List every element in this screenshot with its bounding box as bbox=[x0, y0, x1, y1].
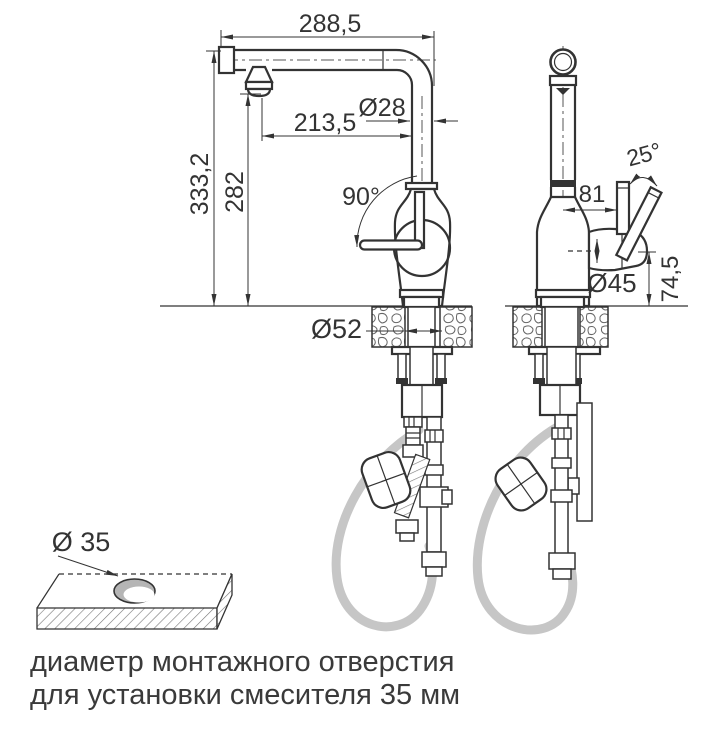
mounting-shank bbox=[408, 307, 435, 347]
caption-line-2: для установки смесителя 35 мм bbox=[30, 679, 461, 711]
spout-end-cap bbox=[219, 47, 234, 73]
faucet-side-view bbox=[477, 46, 688, 630]
dim-aerator-height-label: 282 bbox=[221, 171, 249, 213]
mounting-bar bbox=[577, 403, 592, 521]
handle-lever-front bbox=[360, 241, 422, 250]
hose-nut bbox=[396, 520, 418, 533]
aerator bbox=[246, 67, 272, 96]
hole-leader-line bbox=[58, 556, 118, 576]
handle-lever-vertical bbox=[617, 182, 629, 234]
caption bbox=[30, 646, 460, 711]
dim-total-height-label: 333,2 bbox=[186, 152, 214, 216]
caption-line-1: диаметр монтажного отверстия bbox=[30, 646, 455, 678]
countertop-front-edge bbox=[37, 608, 217, 629]
under-counter-assembly-side bbox=[477, 347, 600, 630]
dim-swivel-angle-label: 90° bbox=[342, 183, 380, 211]
mounting-stud bbox=[437, 354, 445, 380]
mounting-hole-diagram bbox=[37, 527, 232, 629]
aerator-tip-side bbox=[556, 88, 570, 95]
faucet-front-view bbox=[160, 10, 472, 627]
mounting-stud bbox=[398, 354, 406, 380]
dim-hole-diameter-label: Ø 35 bbox=[51, 527, 111, 557]
dim-body-diameter-label: Ø45 bbox=[587, 268, 637, 298]
mounting-shank-side bbox=[545, 307, 578, 347]
shutoff-knob-side bbox=[491, 453, 551, 515]
dim-handle-angle-label: 25° bbox=[623, 137, 665, 172]
dim-base-diameter-label: Ø52 bbox=[311, 314, 363, 344]
dim-handle-clearance-label: 74,5 bbox=[657, 255, 684, 303]
handle-angle-arc bbox=[630, 177, 657, 186]
spout-joint-band bbox=[550, 180, 576, 187]
dim-handle-offset-label: 81 bbox=[578, 181, 606, 208]
hose-nut-side bbox=[549, 553, 575, 569]
dim-spout-diameter-label: Ø28 bbox=[358, 94, 406, 122]
hose-nut bbox=[422, 552, 446, 567]
dim-spout-reach-label: 288,5 bbox=[298, 10, 362, 38]
under-counter-assembly-front bbox=[336, 347, 452, 627]
dim-aerator-offset-label: 213,5 bbox=[293, 109, 357, 137]
